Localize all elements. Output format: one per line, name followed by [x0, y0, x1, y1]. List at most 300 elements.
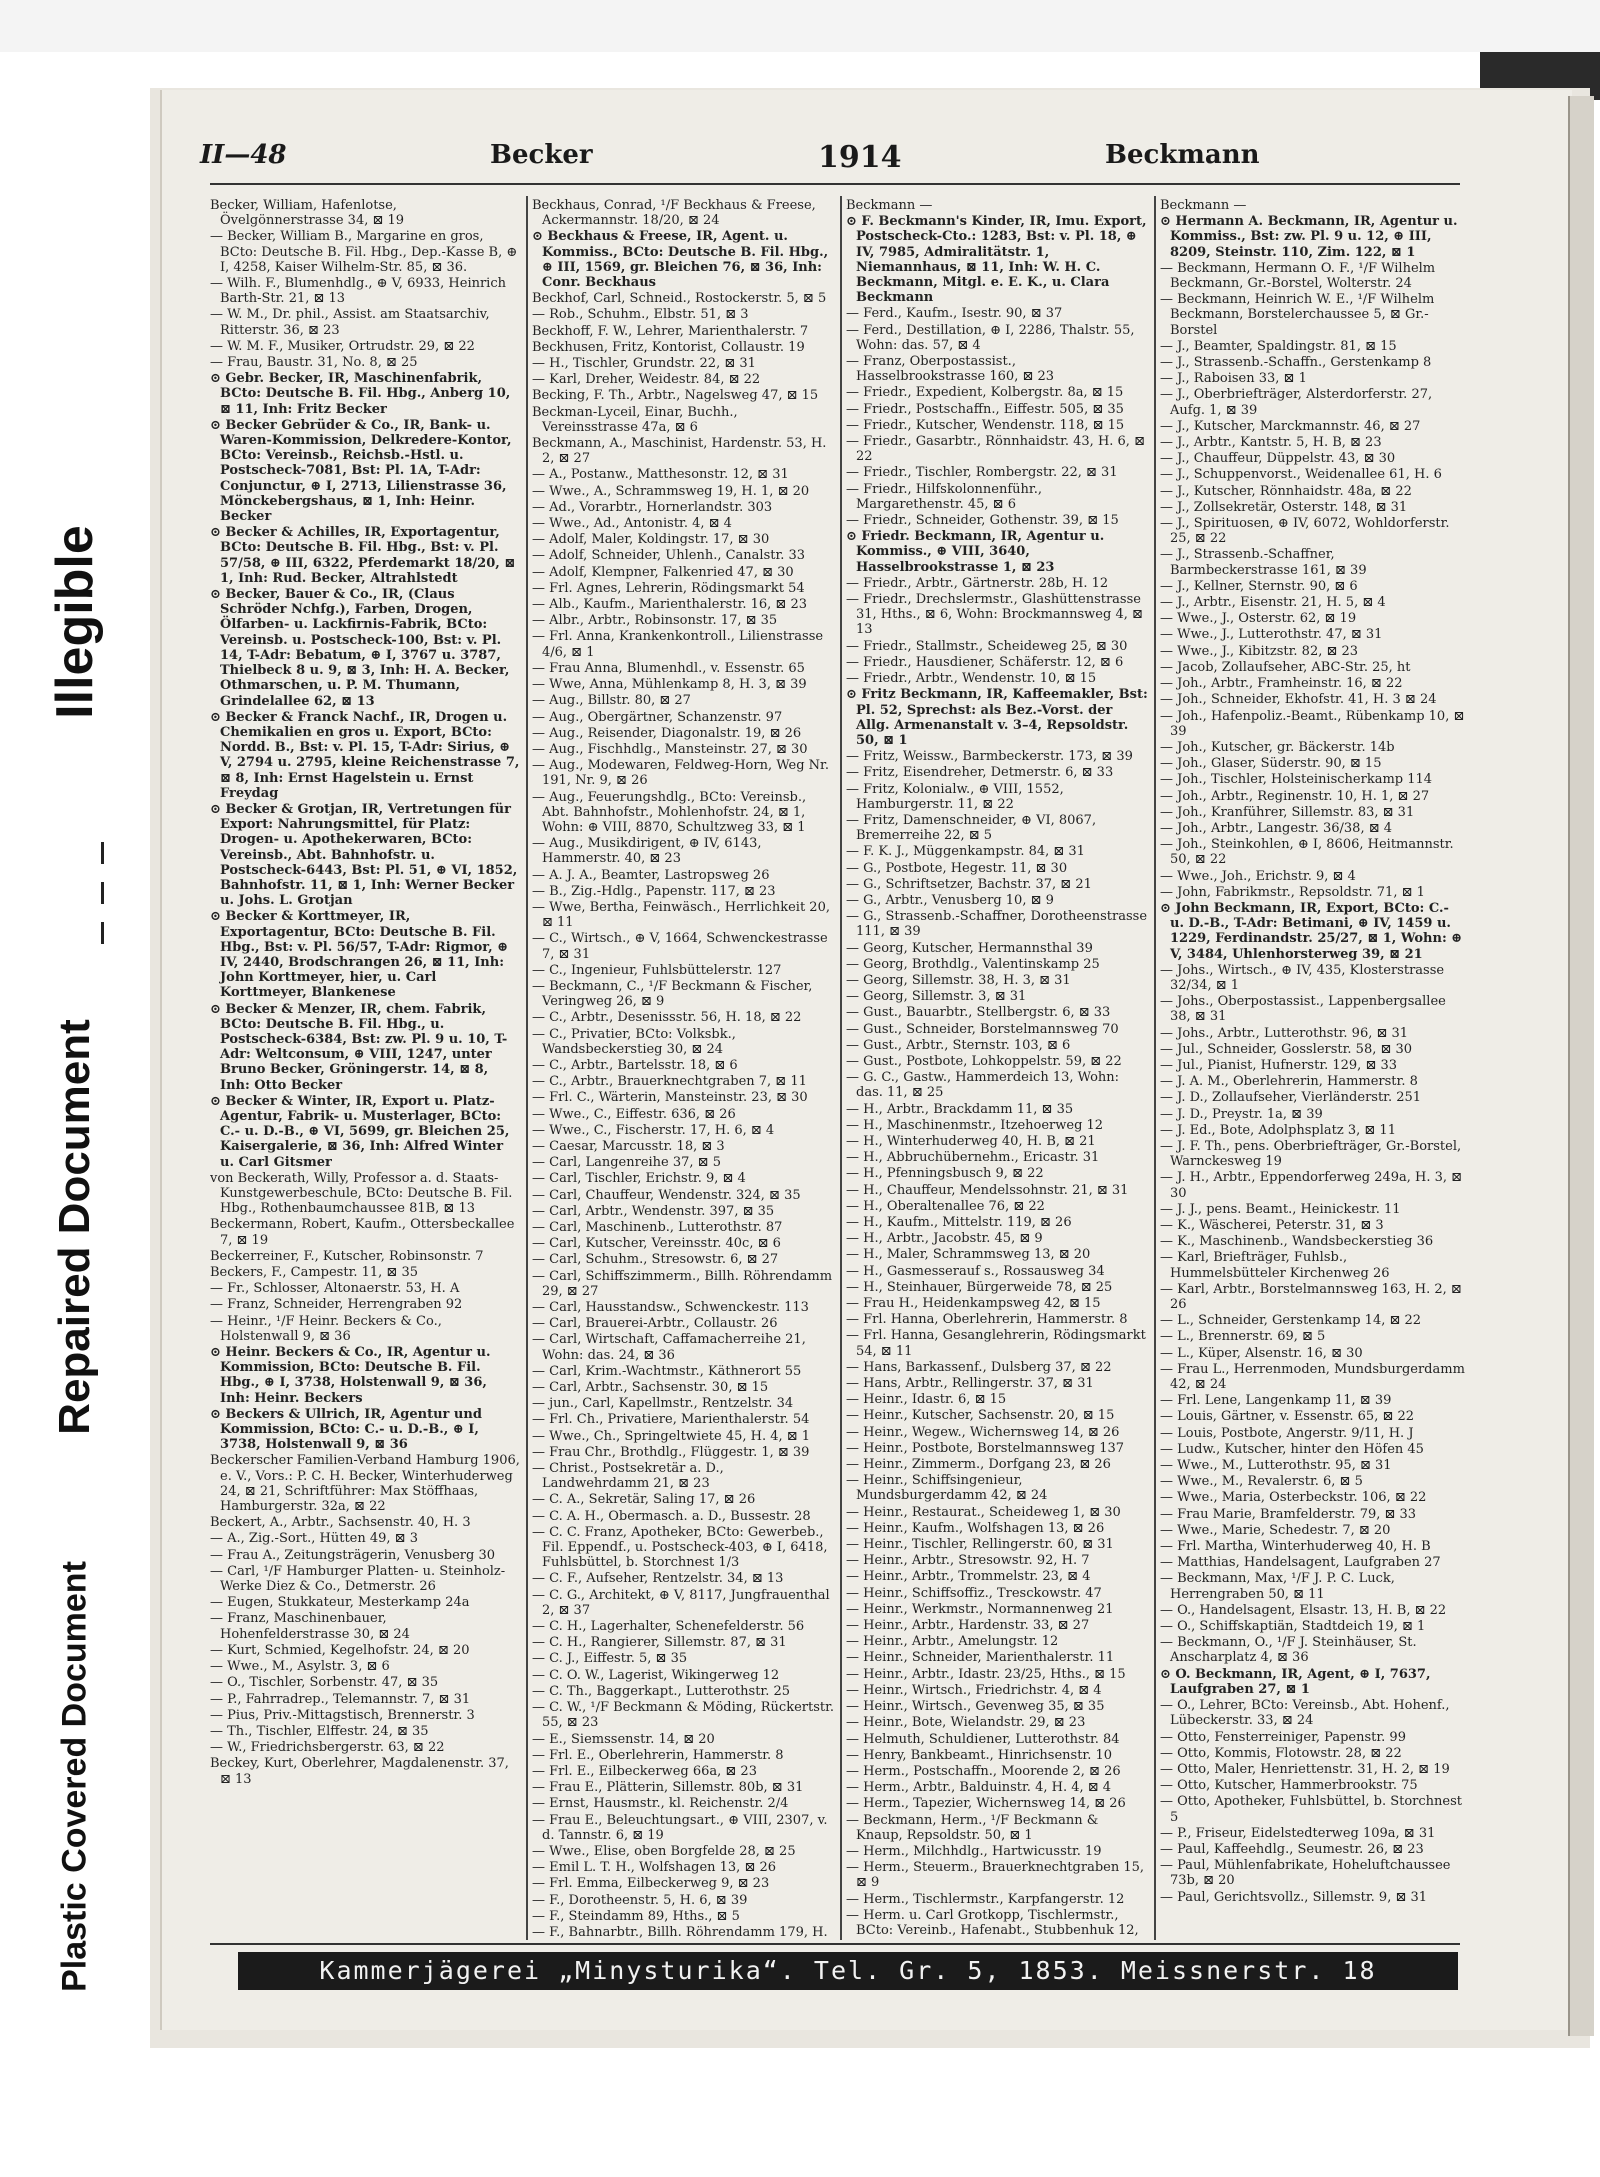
directory-entry: — Carl, Wirtschaft, Caffamacherreihe 21, Wohn: das. 24, ⊠ 36 [532, 1332, 806, 1363]
directory-entry: — C. C. Franz, Apotheker, BCto: Gewerbeb., Fil. Eppendf., u. Postscheck-403, ⊕ I, 6418, Fuhlsbüttel, b. Storchnest 1/3 [532, 1524, 828, 1571]
directory-entry: — Heinr., Arbtr., Amelungstr. 12 [846, 1634, 1059, 1650]
directory-entry: — Hans, Barkassenf., Dulsberg 37, ⊠ 22 [846, 1359, 1112, 1375]
directory-entry: — Fritz, Kolonialw., ⊕ VIII, 1552, Hamburgerstr. 11, ⊠ 22 [846, 781, 1064, 812]
sidebar-divider-tick [101, 922, 104, 944]
directory-entry: — Georg, Brothdlg., Valentinskamp 25 [846, 956, 1100, 972]
directory-entry: — J. D., Zollaufseher, Vierländerstr. 251 [1160, 1090, 1422, 1106]
directory-entry: — C. F., Aufseher, Rentzelstr. 34, ⊠ 13 [532, 1571, 784, 1587]
directory-entry: — Wilh. F., Blumenhdlg., ⊕ V, 6933, Heinrich Barth-Str. 21, ⊠ 13 [210, 276, 506, 307]
directory-entry: — C., Privatier, BCto: Volksbk., Wandsbeckerstieg 30, ⊠ 24 [532, 1026, 736, 1057]
directory-entry: — Heinr., Arbtr., Idastr. 23/25, Hths., ⊠ 15 [846, 1666, 1126, 1682]
directory-entry: — L., Schneider, Gerstenkamp 14, ⊠ 22 [1160, 1313, 1422, 1329]
directory-entry: — Adolf, Maler, Koldingstr. 17, ⊠ 30 [532, 532, 770, 548]
directory-entry: — J. Ed., Bote, Adolphsplatz 3, ⊠ 11 [1160, 1122, 1396, 1138]
directory-column-1 [210, 198, 520, 1938]
directory-entry: — Wwe, Bertha, Feinwäsch., Herrlichkeit 20, ⊠ 11 [532, 899, 830, 931]
directory-entry: — Frau Marie, Bramfelderstr. 79, ⊠ 33 [1160, 1506, 1417, 1522]
directory-entry: Becking, F. Th., Arbtr., Nagelsweg 47, ⊠ 15 [532, 388, 819, 404]
directory-entry: — K., Wäscherei, Peterstr. 31, ⊠ 3 [1160, 1218, 1384, 1233]
directory-entry: — Frau Chr., Brothdlg., Flüggestr. 1, ⊠ 39 [532, 1444, 810, 1460]
directory-entry: — Otto, Kutscher, Hammerbrookstr. 75 [1160, 1778, 1418, 1794]
directory-entry: — Albr., Arbtr., Robinsonstr. 17, ⊠ 35 [532, 613, 778, 629]
directory-entry: — C., Arbtr., Bartelsstr. 18, ⊠ 6 [532, 1057, 738, 1073]
directory-entry: Beckey, Kurt, Oberlehrer, Magdalenenstr. 37, ⊠ 13 [210, 1756, 509, 1787]
directory-entry: — Friedr., Arbtr., Gärtnerstr. 28b, H. 12 [846, 575, 1109, 591]
directory-entry: — Ferd., Destillation, ⊕ I, 2286, Thalstr. 55, Wohn: das. 57, ⊠ 4 [846, 322, 1135, 353]
directory-entry: — J. A. M., Oberlehrerin, Hammerstr. 8 [1160, 1074, 1418, 1090]
directory-entry: — Fritz, Weissw., Barmbeckerstr. 173, ⊠ 39 [846, 749, 1133, 765]
directory-entry: — E., Siemssenstr. 14, ⊠ 20 [532, 1731, 715, 1747]
directory-entry: — Christ., Postsekretär a. D., Landwehrdamm 21, ⊠ 23 [532, 1461, 724, 1492]
directory-entry: — H., Arbtr., Brackdamm 11, ⊠ 35 [846, 1101, 1074, 1117]
directory-column-4 [1160, 198, 1465, 1938]
directory-entry: — Carl, Schiffszimmerm., Billh. Röhrendamm 29, ⊠ 27 [532, 1268, 833, 1299]
firm-entry: ⊙ Becker & Winter, IR, Export u. Platz-Agentur, Fabrik- u. Musterlager, BCto: C.- u. D.-B., ⊕ VI, 5699, gr. Bleichen 25, Kaisergalerie, ⊠ 36, Inh: Alfred Winter u. Carl Gitsmer [210, 1093, 510, 1170]
directory-entry: — J., Spirituosen, ⊕ IV, 6072, Wohldorferstr. 25, ⊠ 22 [1160, 516, 1450, 547]
directory-entry: — Frl. Agnes, Lehrerin, Rödingsmarkt 54 [532, 580, 805, 596]
directory-entry: — Friedr., Arbtr., Wendenstr. 10, ⊠ 15 [846, 671, 1097, 687]
directory-entry: — Friedr., Hausdiener, Schäferstr. 12, ⊠ 6 [846, 654, 1124, 670]
directory-entry: — Georg, Kutscher, Hermannsthal 39 [846, 940, 1093, 956]
directory-entry: — Friedr., Tischler, Rombergstr. 22, ⊠ 31 [846, 465, 1118, 481]
directory-entry: — C. W., ¹/F Beckmann & Möding, Rückertstr. 55, ⊠ 23 [532, 1700, 834, 1731]
directory-entry: — Georg, Sillemstr. 38, H. 3, ⊠ 31 [846, 972, 1071, 988]
directory-entry: — Wwe., Marie, Schedestr. 7, ⊠ 20 [1160, 1522, 1391, 1538]
directory-entry: — Heinr., Schiffsoffiz., Tresckowstr. 47 [846, 1585, 1102, 1601]
directory-entry: — Carl, Arbtr., Wendenstr. 397, ⊠ 35 [532, 1203, 775, 1219]
directory-entry: — Beckmann, Hermann O. F., ¹/F Wilhelm Beckmann, Gr.-Borstel, Wolterstr. 24 [1160, 260, 1436, 292]
directory-entry: — Carl, Langenreihe 37, ⊠ 5 [532, 1155, 721, 1171]
directory-entry: — Joh., Hafenpoliz.-Beamt., Rübenkamp 10, ⊠ 39 [1160, 708, 1465, 739]
label-illegible: Illegible [46, 525, 104, 719]
directory-entry: — G. C., Gastw., Hammerdeich 13, Wohn: das. 11, ⊠ 25 [846, 1070, 1120, 1101]
directory-entry: — Joh., Kranführer, Sillemstr. 83, ⊠ 31 [1160, 804, 1415, 820]
firm-entry: ⊙ Becker Gebrüder & Co., IR, Bank- u. Waren-Kommission, Delkredere-Kontor, BCto: Vereinsb., Reichsb.-Hstl. u. Postscheck-7081, Bst: Pl. 1A, T-Adr: Conjunctur, ⊕ I, 2713, Lilienstrasse 36, Mönckebergshaus, ⊠ 1, Inh: Heinr. Becker [210, 417, 512, 525]
directory-entry: — C., Arbtr., Desenissstr. 56, H. 18, ⊠ 22 [532, 1010, 802, 1026]
directory-entry: — C. A. H., Obermasch. a. D., Bussestr. 28 [532, 1508, 811, 1524]
directory-entry: — J., Raboisen 33, ⊠ 1 [1160, 371, 1307, 387]
directory-entry: — Aug., Feuerungshdlg., BCto: Vereinsb., Abt. Bahnhofstr., Mohlenhofstr. 24, ⊠ 1, Wohn: ⊕ VIII, 8870, Schultzweg 33, ⊠ 1 [532, 789, 807, 835]
document-condition-sidebar [0, 52, 150, 2177]
directory-entry: — Frl. Anna, Krankenkontroll., Lilienstrasse 4/6, ⊠ 1 [532, 629, 824, 660]
directory-entry: — Fritz, Eisendreher, Detmerstr. 6, ⊠ 33 [846, 765, 1114, 781]
directory-entry: — Heinr., Schiffsingenieur, Mundsburgerdamm 42, ⊠ 24 [846, 1473, 1048, 1504]
directory-entry: — Henry, Bankbeamt., Hinrichsenstr. 10 [846, 1747, 1113, 1763]
directory-entry: — C. H., Rangierer, Sillemstr. 87, ⊠ 31 [532, 1635, 787, 1651]
directory-entry: — Friedr., Stallmstr., Scheideweg 25, ⊠ 30 [846, 638, 1128, 654]
directory-entry: — Louis, Postbote, Angerstr. 9/11, H. J [1160, 1425, 1414, 1441]
directory-entry: — jun., Carl, Kapellmstr., Rentzelstr. 34 [532, 1396, 794, 1412]
firm-entry: ⊙ Becker & Menzer, IR, chem. Fabrik, BCto: Deutsche B. Fil. Hbg., u. Postscheck-6384, Bst: zw. Pl. 9 u. 10, T-Adr: Weltconsum, ⊕ VIII, 1247, unter Bruno Becker, Gröningerstr. 14, ⊠ 8, Inh: Otto Becker [210, 1001, 508, 1093]
firm-entry: ⊙ Beckers & Ullrich, IR, Agentur und Kommission, BCto: C.- u. D.-B., ⊕ I, 3738, Holstenwall 9, ⊠ 36 [210, 1406, 482, 1453]
directory-entry: — F. K. J., Müggenkampstr. 84, ⊠ 31 [846, 844, 1085, 860]
directory-entry: — J., Arbtr., Kantstr. 5, H. B, ⊠ 23 [1160, 435, 1382, 451]
directory-entry: — Carl, Hausstandsw., Schwenckestr. 113 [532, 1300, 809, 1316]
directory-entry: — Otto, Fensterreiniger, Papenstr. 99 [1160, 1729, 1406, 1745]
directory-entry: — Adolf, Klempner, Falkenried 47, ⊠ 30 [532, 564, 794, 580]
directory-entry: — Wwe., C., Eiffestr. 636, ⊠ 26 [532, 1106, 736, 1122]
page-number: II—48 [200, 140, 287, 170]
directory-entry: — Heinr., Zimmerm., Dorfgang 23, ⊠ 26 [846, 1457, 1111, 1473]
directory-entry: — Heinr., Arbtr., Stresowstr. 92, H. 7 [846, 1553, 1090, 1569]
directory-entry: — J., Kutscher, Marckmannstr. 46, ⊠ 27 [1160, 418, 1421, 434]
directory-entry: — Fr., Schlosser, Altonaerstr. 53, H. A [210, 1281, 460, 1297]
directory-entry: — Aug., Modewaren, Feldweg-Horn, Weg Nr. 191, Nr. 9, ⊠ 26 [532, 758, 829, 789]
directory-entry: — W., Friedrichsbergerstr. 63, ⊠ 22 [210, 1740, 445, 1756]
directory-entry: — Heinr., Wegew., Wichernsweg 14, ⊠ 26 [846, 1424, 1120, 1440]
directory-entry: — A., Zig.-Sort., Hütten 49, ⊠ 3 [210, 1531, 418, 1547]
directory-entry: — Joh., Steinkohlen, ⊕ I, 8606, Heitmannstr. 50, ⊠ 22 [1160, 837, 1454, 868]
directory-entry: — Matthias, Handelsagent, Laufgraben 27 [1160, 1555, 1441, 1571]
label-plastic-covered-document: Plastic Covered Document [55, 1561, 94, 1992]
directory-entry: — Becker, William B., Margarine en gros, BCto: Deutsche B. Fil. Hbg., Dep.-Kasse B, ⊕ I, 4258, Kaiser Wilhelm-Str. 85, ⊠ 36. [210, 229, 518, 275]
directory-entry: — Jacob, Zollaufseher, ABC-Str. 25, ht [1160, 659, 1411, 675]
page-binding-edge [1568, 96, 1594, 2036]
directory-entry: — Beckmann, Heinrich W. E., ¹/F Wilhelm Beckmann, Borstelerchaussee 5, ⊠ Gr.-Borstel [1160, 292, 1435, 338]
directory-entry: — P., Fahrradrep., Telemannstr. 7, ⊠ 31 [210, 1691, 471, 1707]
firm-entry: ⊙ Heinr. Beckers & Co., IR, Agentur u. Kommission, BCto: Deutsche B. Fil. Hbg., ⊕ I, 3738, Holstenwall 9, ⊠ 36, Inh: Heinr. Beckers [210, 1345, 491, 1406]
directory-entry: — Heinr., Werkmstr., Normannenweg 21 [846, 1601, 1114, 1617]
directory-entry: — Wwe., M., Asylstr. 3, ⊠ 6 [210, 1659, 390, 1675]
directory-entry: — Joh., Schneider, Ekhofstr. 41, H. 3 ⊠ 24 [1160, 692, 1437, 708]
directory-entry: — Herm. u. Carl Grotkopp, Tischlermstr., BCto: Vereinb., Hafenabt., Stubbenhuk 12, [846, 1907, 1139, 1938]
firm-entry: ⊙ Hermann A. Beckmann, IR, Agentur u. Kommiss., Bst: zw. Pl. 9 u. 12, ⊕ III, 8209, Steinstr. 110, Zim. 122, ⊠ 1 [1160, 214, 1458, 260]
directory-entry: — Karl, Briefträger, Fuhlsb., Hummelsbütteler Kirchenweg 26 [1160, 1250, 1390, 1281]
directory-entry: — Herm., Steuerm., Brauerknechtgraben 15, ⊠ 9 [846, 1860, 1145, 1891]
directory-entry: — Pius, Priv.-Mittagstisch, Brennerstr. 3 [210, 1707, 475, 1723]
directory-entry: — Frau E., Plätterin, Sillemstr. 80b, ⊠ 31 [532, 1780, 804, 1796]
directory-entry: — Herm., Postschaffn., Moorende 2, ⊠ 26 [846, 1763, 1121, 1779]
directory-entry: — Joh., Glaser, Süderstr. 90, ⊠ 15 [1160, 756, 1382, 772]
directory-entry: — H., Maschinenmstr., Itzehoerweg 12 [846, 1117, 1104, 1133]
footer-advertisement: Kammerjägerei „Minysturika“. Tel. Gr. 5, 1853. Meissnerstr. 18 [238, 1952, 1458, 1990]
directory-entry: — Aug., Fischhdlg., Mansteinstr. 27, ⊠ 30 [532, 741, 808, 757]
directory-entry: — Friedr., Schneider, Gothenstr. 39, ⊠ 15 [846, 513, 1119, 529]
directory-entry: — Th., Tischler, Elffestr. 24, ⊠ 35 [210, 1723, 429, 1739]
directory-entry: — L., Brennerstr. 69, ⊠ 5 [1160, 1329, 1326, 1345]
directory-entry: — J., Chauffeur, Düppelstr. 43, ⊠ 30 [1160, 451, 1396, 467]
directory-entry: — C. Th., Baggerkapt., Lutterothstr. 25 [532, 1683, 791, 1699]
directory-entry: — Wwe., M., Revalerstr. 6, ⊠ 5 [1160, 1474, 1363, 1490]
directory-entry: — Aug., Musikdirigent, ⊕ IV, 6143, Hammerstr. 40, ⊠ 23 [532, 836, 762, 867]
directory-entry: — Heinr., Restaurat., Scheideweg 1, ⊠ 30 [846, 1504, 1121, 1520]
directory-entry: — Frau A., Zeitungsträgerin, Venusberg 30 [210, 1547, 495, 1563]
directory-entry: — J., Arbtr., Eisenstr. 21, H. 5, ⊠ 4 [1160, 595, 1386, 611]
directory-entry: — Karl, Arbtr., Borstelmannsweg 163, H. 2, ⊠ 26 [1160, 1281, 1462, 1313]
directory-entry: — H., Arbtr., Jacobstr. 45, ⊠ 9 [846, 1231, 1043, 1247]
directory-entry: — Joh., Arbtr., Langestr. 36/38, ⊠ 4 [1160, 820, 1393, 836]
firm-entry: ⊙ O. Beckmann, IR, Agent, ⊕ I, 7637, Laufgraben 27, ⊠ 1 [1160, 1666, 1431, 1697]
directory-entry: — J. D., Preystr. 1a, ⊠ 39 [1160, 1106, 1323, 1122]
directory-entry: — Friedr., Kutscher, Wendenstr. 118, ⊠ 15 [846, 417, 1125, 433]
column-divider [526, 196, 528, 1940]
directory-entry: — Johs., Arbtr., Lutterothstr. 96, ⊠ 31 [1160, 1025, 1409, 1041]
directory-entry: — Heinr., Wirtsch., Friedrichstr. 4, ⊠ 4 [846, 1682, 1102, 1698]
directory-entry: — Carl, ¹/F Hamburger Platten- u. Steinholz-Werke Diez & Co., Detmerstr. 26 [210, 1563, 506, 1595]
directory-entry: — Paul, Kaffeehdlg., Seumestr. 26, ⊠ 23 [1160, 1841, 1424, 1857]
directory-entry: — Alb., Kaufm., Marienthalerstr. 16, ⊠ 23 [532, 597, 807, 613]
directory-entry: — Eugen, Stukkateur, Mesterkamp 24a [210, 1595, 470, 1611]
directory-entry: — Carl, Schuhm., Stresowstr. 6, ⊠ 27 [532, 1252, 779, 1268]
directory-entry: — J. H., Arbtr., Eppendorferweg 249a, H. 3, ⊠ 30 [1160, 1170, 1463, 1201]
directory-entry: — Aug., Reisender, Diagonalstr. 19, ⊠ 26 [532, 725, 802, 741]
directory-entry: — Fritz, Damenschneider, ⊕ VI, 8067, Bremerreihe 22, ⊠ 5 [846, 812, 1097, 844]
column-divider [840, 196, 842, 1940]
firm-entry: ⊙ Friedr. Beckmann, IR, Agentur u. Kommiss., ⊕ VIII, 3640, Hasselbrookstrasse 1, ⊠ 23 [846, 529, 1105, 575]
directory-entry: — F., Steindamm 89, Hths., ⊠ 5 [532, 1908, 740, 1924]
firm-entry: ⊙ Fritz Beckmann, IR, Kaffeemakler, Bst: Pl. 52, Sprechst: als Bez.-Vorst. der Allg. Armenanstalt v. 3–4, Repsoldstr. 50, ⊠ 1 [846, 687, 1148, 748]
footer-rule [210, 1943, 1460, 1945]
directory-entry: — Jul., Pianist, Hufnerstr. 129, ⊠ 33 [1160, 1057, 1398, 1073]
directory-entry: — Franz, Schneider, Herrengraben 92 [210, 1297, 463, 1313]
directory-entry: — Frl. Lene, Langenkamp 11, ⊠ 39 [1160, 1393, 1392, 1409]
firm-entry: ⊙ Gebr. Becker, IR, Maschinenfabrik, BCto: Deutsche B. Fil. Hbg., Anberg 10, ⊠ 11, Inh: Fritz Becker [210, 371, 511, 417]
directory-entry: — Wwe., Joh., Erichstr. 9, ⊠ 4 [1160, 868, 1356, 884]
directory-entry: — Wwe., Ad., Antonistr. 4, ⊠ 4 [532, 516, 732, 532]
firm-entry: ⊙ Becker & Franck Nachf., IR, Drogen u. Chemikalien en gros u. Export, BCto: Nordd. B., Bst: v. Pl. 15, T-Adr: Sirius, ⊕ V, 2794 u. 2795, kleine Reichenstrasse 7, ⊠ 8, Inh: Ernst Hagelstein u. Ernst Freydag [210, 709, 520, 801]
directory-entry: — C. J., Eiffestr. 5, ⊠ 35 [532, 1651, 688, 1667]
firm-entry: ⊙ Becker & Korttmeyer, IR, Exportagentur, BCto: Deutsche B. Fil. Hbg., Bst: v. Pl. 56/57, T-Adr: Rigmor, ⊕ IV, 2440, Brodschrangen 26, ⊠ 11, Inh: John Korttmeyer, hier, u. Carl Korttmeyer, Blankenese [210, 909, 509, 1001]
directory-entry: — Wwe., C., Fischerstr. 17, H. 6, ⊠ 4 [532, 1122, 775, 1138]
directory-entry: — Heinr., Bote, Wielandstr. 29, ⊠ 23 [846, 1715, 1086, 1731]
running-header [200, 140, 1430, 174]
directory-entry: Beckman-Lyceil, Einar, Buchh., Vereinsstrasse 47a, ⊠ 6 [532, 404, 738, 435]
directory-entry: — J., Beamter, Spaldingstr. 81, ⊠ 15 [1160, 338, 1397, 354]
header-first-name: Becker [490, 140, 593, 170]
firm-entry: ⊙ F. Beckmann's Kinder, IR, Imu. Export, Postscheck-Cto.: 1283, Bst: v. Pl. 18, ⊕ IV, 7985, Admiralitätstr. 1, Niemannhaus, ⊠ 11, Inh: W. H. C. Beckmann, Mitgl. e. E. K., u. Clara Beckmann [846, 214, 1147, 306]
directory-entry: Beckmann, A., Maschinist, Hardenstr. 53, H. 2, ⊠ 27 [532, 436, 827, 467]
directory-entry: — A., Postanw., Matthesonstr. 12, ⊠ 31 [532, 467, 789, 483]
directory-entry: — Jul., Schneider, Gosslerstr. 58, ⊠ 30 [1160, 1041, 1413, 1057]
directory-entry: — H., Gasmesserauf s., Rossausweg 34 [846, 1263, 1105, 1279]
directory-entry: — Beckmann, Max, ¹/F J. P. C. Luck, Herrengraben 50, ⊠ 11 [1160, 1571, 1395, 1602]
directory-entry: Beckhof, Carl, Schneid., Rostockerstr. 5, ⊠ 5 [532, 291, 827, 307]
directory-entry: — Frau H., Heidenkampsweg 42, ⊠ 15 [846, 1296, 1101, 1312]
directory-entry: Beckhaus, Conrad, ¹/F Beckhaus & Freese, Ackermannstr. 18/20, ⊠ 24 [532, 198, 816, 229]
firm-entry: ⊙ Becker, Bauer & Co., IR, (Claus Schröder Nchfg.), Farben, Drogen, Ölfarben- u. Lackfirnis-Fabrik, BCto: Vereinsb. u. Postscheck-100, Bst: v. Pl. 14, T-Adr: Bebatum, ⊕ I, 3767 u. 3787, Thielbeck 8 u. 9, ⊠ 3, Inh: H. A. Becker, Othmarschen, u. P. M. Thumann, Grindelallee 62, ⊠ 13 [210, 587, 510, 709]
directory-entry: — J. F. Th., pens. Oberbriefträger, Gr.-Borstel, Warnckesweg 19 [1160, 1138, 1462, 1170]
directory-entry: — Frl. Martha, Winterhuderweg 40, H. B [1160, 1539, 1431, 1555]
directory-entry: — Herm., Tapezier, Wichernsweg 14, ⊠ 26 [846, 1796, 1126, 1812]
directory-entry: — Emil L. T. H., Wolfshagen 13, ⊠ 26 [532, 1860, 777, 1876]
directory-entry: — Paul, Mühlenfabrikate, Hoheluftchaussee 73b, ⊠ 20 [1160, 1858, 1451, 1889]
directory-entry: — H., Kaufm., Mittelstr. 119, ⊠ 26 [846, 1215, 1072, 1230]
directory-entry: — H., Abbruchübernehm., Ericastr. 31 [846, 1150, 1100, 1166]
directory-entry: — Carl, Krim.-Wachtmstr., Käthnerort 55 [532, 1363, 802, 1379]
directory-entry: — Gust., Postbote, Lohkoppelstr. 59, ⊠ 22 [846, 1053, 1122, 1069]
directory-entry: Beckhoff, F. W., Lehrer, Marienthalerstr. 7 [532, 323, 809, 339]
directory-entry: Beckers, F., Campestr. 11, ⊠ 35 [210, 1265, 418, 1281]
directory-entry: — Heinr., Schneider, Marienthalerstr. 11 [846, 1650, 1115, 1666]
directory-entry: — Herm., Tischlermstr., Karpfangerstr. 12 [846, 1891, 1125, 1907]
directory-entry: — Wwe., Ch., Springeltwiete 45, H. 4, ⊠ 1 [532, 1428, 811, 1444]
header-rule [210, 183, 1460, 185]
sidebar-divider-tick [101, 842, 104, 864]
directory-entry: — C. H., Lagerhalter, Schenefelderstr. 56 [532, 1619, 805, 1635]
firm-entry: ⊙ Becker & Grotjan, IR, Vertretungen für Export: Nahrungsmittel, für Platz: Drogen- u. Apothekerwaren, BCto: Vereinsb., Abt. Bahnhofstr. u. Postscheck-6443, Bst: Pl. 51, ⊕ VI, 1852, Bahnhofstr. 11, ⊠ 1, Inh: Werner Becker u. Johs. L. Grotjan [210, 801, 518, 909]
directory-entry: — P., Friseur, Eidelstedterweg 109a, ⊠ 31 [1160, 1825, 1436, 1841]
directory-entry: — Carl, Tischler, Erichstr. 9, ⊠ 4 [532, 1171, 746, 1187]
directory-entry: — H., Pfenningsbusch 9, ⊠ 22 [846, 1166, 1044, 1182]
directory-entry: — C. O. W., Lagerist, Wikingerweg 12 [532, 1667, 780, 1683]
directory-entry: — Gust., Schneider, Borstelmannsweg 70 [846, 1021, 1119, 1037]
directory-entry: — Franz, Oberpostassist., Hasselbrookstrasse 160, ⊠ 23 [846, 354, 1055, 385]
directory-entry: — F., Dorotheenstr. 5, H. 6, ⊠ 39 [532, 1892, 748, 1908]
directory-entry: — W. M. F., Musiker, Ortrudstr. 29, ⊠ 22 [210, 338, 475, 354]
directory-column-3 [846, 198, 1148, 1938]
directory-entry: Beckerreiner, F., Kutscher, Robinsonstr. 7 [210, 1248, 484, 1264]
directory-entry: — Louis, Gärtner, v. Essenstr. 65, ⊠ 22 [1160, 1409, 1415, 1425]
directory-entry: — Friedr., Drechslermstr., Glashüttenstrasse 31, Hths., ⊠ 6, Wohn: Brockmannsweg 4, ⊠ 13 [846, 592, 1143, 638]
directory-entry: — Aug., Billstr. 80, ⊠ 27 [532, 693, 691, 709]
directory-entry: — Herm., Arbtr., Balduinstr. 4, H. 4, ⊠ 4 [846, 1780, 1112, 1796]
directory-entry: — Wwe., A., Schrammsweg 19, H. 1, ⊠ 20 [532, 483, 810, 499]
directory-entry: — Ferd., Kaufm., Isestr. 90, ⊠ 37 [846, 306, 1063, 322]
directory-entry: — Heinr., ¹/F Heinr. Beckers & Co., Holstenwall 9, ⊠ 36 [210, 1313, 442, 1344]
directory-entry: — O., Schiffskaptiän, Stadtdeich 19, ⊠ 1 [1160, 1619, 1426, 1635]
directory-entry: Beckerscher Familien-Verband Hamburg 1906, e. V., Vors.: P. C. H. Becker, Winterhuderweg 24, ⊠ 21, Schriftführer: Max Stöffhaas, Hamburgerstr. 32a, ⊠ 22 [210, 1453, 520, 1515]
directory-entry: Becker, William, Hafenlotse, Övelgönnerstrasse 34, ⊠ 19 [210, 198, 405, 229]
directory-entry: — Caesar, Marcusstr. 18, ⊠ 3 [532, 1138, 725, 1154]
directory-entry: — Frl. Ch., Privatiere, Marienthalerstr. 54 [532, 1412, 810, 1428]
directory-entry: — O., Tischler, Sorbenstr. 47, ⊠ 35 [210, 1675, 439, 1691]
top-margin [0, 0, 1600, 52]
directory-entry: — H., Oberaltenallee 76, ⊠ 22 [846, 1198, 1045, 1214]
directory-entry: — J., Kutscher, Rönnhaidstr. 48a, ⊠ 22 [1160, 483, 1412, 499]
directory-entry: — Frl. Emma, Eilbeckerweg 9, ⊠ 23 [532, 1876, 770, 1892]
directory-entry: — C. A., Sekretär, Saling 17, ⊠ 26 [532, 1492, 756, 1508]
directory-entry: — Joh., Kutscher, gr. Bäckerstr. 14b [1160, 739, 1395, 755]
directory-entry: — C., Ingenieur, Fuhlsbüttelerstr. 127 [532, 962, 782, 978]
directory-entry: — W. M., Dr. phil., Assist. am Staatsarchiv, Ritterstr. 36, ⊠ 23 [210, 307, 490, 338]
directory-entry: — J., Strassenb.-Schaffner, Barmbeckerstrasse 161, ⊠ 39 [1160, 547, 1367, 578]
directory-column-2 [532, 198, 834, 1938]
directory-entry: — H., Winterhuderweg 40, H. B, ⊠ 21 [846, 1133, 1096, 1149]
firm-entry: ⊙ Beckhaus & Freese, IR, Agent. u. Kommiss., BCto: Deutsche B. Fil. Hbg., ⊕ III, 1569, gr. Bleichen 76, ⊠ 36, Inh: Conr. Beckhaus [532, 229, 829, 291]
directory-entry: — Ernst, Hausmstr., kl. Reichenstr. 2/4 [532, 1796, 789, 1812]
directory-entry: — Wwe., J., Kibitzstr. 82, ⊠ 23 [1160, 643, 1359, 659]
directory-entry: — Heinr., Arbtr., Trommelstr. 23, ⊠ 4 [846, 1569, 1091, 1585]
directory-entry: — Wwe., Maria, Osterbeckstr. 106, ⊠ 22 [1160, 1490, 1427, 1506]
directory-entry: — Gust., Bauarbtr., Stellbergstr. 6, ⊠ 33 [846, 1005, 1111, 1021]
directory-entry: — Aug., Obergärtner, Schanzenstr. 97 [532, 709, 783, 725]
directory-entry: — Otto, Kommis, Flotowstr. 28, ⊠ 22 [1160, 1745, 1402, 1761]
directory-entry: Beckert, A., Arbtr., Sachsenstr. 40, H. 3 [210, 1515, 471, 1531]
directory-entry: — Frau, Baustr. 31, No. 8, ⊠ 25 [210, 355, 418, 371]
directory-entry: — G., Schriftsetzer, Bachstr. 37, ⊠ 21 [846, 876, 1092, 892]
directory-entry: — Frl. E., Oberlehrerin, Hammerstr. 8 [532, 1747, 784, 1763]
directory-entry: — Herm., Milchhdlg., Hartwicusstr. 19 [846, 1843, 1102, 1859]
directory-entry: — Otto, Maler, Henriettenstr. 31, H. 2, ⊠ 19 [1160, 1761, 1450, 1777]
directory-entry: — J., Strassenb.-Schaffn., Gerstenkamp 8 [1160, 355, 1432, 371]
directory-entry: — Johs., Wirtsch., ⊕ IV, 435, Klosterstrasse 32/34, ⊠ 1 [1160, 962, 1445, 993]
directory-entry: — Helmuth, Schuldiener, Lutterothstr. 84 [846, 1731, 1120, 1747]
directory-entry: — Franz, Maschinenbauer, Hohenfelderstrasse 30, ⊠ 24 [210, 1611, 410, 1642]
directory-entry: — Paul, Gerichtsvollz., Sillemstr. 9, ⊠ 31 [1160, 1889, 1428, 1905]
directory-entry: — Frau Anna, Blumenhdl., v. Essenstr. 65 [532, 660, 805, 676]
directory-entry: Beckmann — [1160, 198, 1247, 213]
directory-entry: — Friedr., Hilfskolonnenführ., Margarethenstr. 45, ⊠ 6 [846, 481, 1042, 512]
directory-entry: — Wwe., M., Lutterothstr. 95, ⊠ 31 [1160, 1458, 1392, 1474]
directory-entry: — G., Arbtr., Venusberg 10, ⊠ 9 [846, 892, 1054, 908]
directory-entry: — O., Handelsagent, Elsastr. 13, H. B, ⊠ 22 [1160, 1602, 1447, 1618]
header-last-name: Beckmann [1105, 140, 1260, 170]
directory-entry: — H., Maler, Schrammsweg 13, ⊠ 20 [846, 1247, 1091, 1263]
firm-entry: ⊙ John Beckmann, IR, Export, BCto: C.- u. D.-B., T-Adr: Betimani, ⊕ IV, 1459 u. 1229, Ferdinandstr. 25/27, ⊠ 1, Wohn: ⊕ V, 3484, Uhlenhorsterweg 39, ⊠ 21 [1160, 900, 1463, 962]
directory-entry: — Frl. C., Wärterin, Mansteinstr. 23, ⊠ 30 [532, 1090, 808, 1106]
directory-entry: — C. G., Architekt, ⊕ V, 8117, Jungfrauenthal 2, ⊠ 37 [532, 1587, 830, 1618]
directory-entry: — O., Lehrer, BCto: Vereinsb., Abt. Hohenf., Lübeckerstr. 33, ⊠ 24 [1160, 1698, 1450, 1729]
directory-entry: — F., Bahnarbtr., Billh. Röhrendamm 179, H. [532, 1924, 828, 1938]
directory-entry: — Joh., Tischler, Holsteinischerkamp 114 [1160, 772, 1433, 788]
directory-entry: — C., Wirtsch., ⊕ V, 1664, Schwenckestrasse 7, ⊠ 31 [532, 931, 828, 962]
directory-entry: — Frl. Hanna, Gesanglehrerin, Rödingsmarkt 54, ⊠ 11 [846, 1328, 1146, 1359]
sidebar-divider-tick [101, 882, 104, 904]
directory-entry: — Johs., Oberpostassist., Lappenbergsallee 38, ⊠ 31 [1160, 994, 1446, 1025]
directory-entry: — Ad., Vorarbtr., Hornerlandstr. 303 [532, 499, 773, 515]
directory-entry: Beckmann — [846, 198, 933, 213]
directory-entry: — Heinr., Arbtr., Hardenstr. 33, ⊠ 27 [846, 1618, 1090, 1634]
directory-entry: — Beckmann, C., ¹/F Beckmann & Fischer, Veringweg 26, ⊠ 9 [532, 978, 813, 1010]
directory-entry: — Wwe., J., Osterstr. 62, ⊠ 19 [1160, 611, 1357, 627]
directory-entry: — Heinr., Postbote, Borstelmannsweg 137 [846, 1440, 1125, 1456]
directory-entry: — J., Schuppenvorst., Weidenallee 61, H. 6 [1160, 467, 1442, 483]
directory-entry: — John, Fabrikmstr., Repsoldstr. 71, ⊠ 1 [1160, 884, 1425, 900]
directory-entry: — Heinr., Idastr. 6, ⊠ 15 [846, 1392, 1007, 1408]
directory-entry: — H., Tischler, Grundstr. 22, ⊠ 31 [532, 356, 756, 372]
directory-entry: — Wwe., Elise, oben Borgfelde 28, ⊠ 25 [532, 1843, 796, 1859]
directory-entry: — Rob., Schuhm., Elbstr. 51, ⊠ 3 [532, 307, 749, 323]
directory-entry: Beckhusen, Fritz, Kontorist, Collaustr. 19 [532, 339, 805, 355]
directory-entry: — Ludw., Kutscher, hinter den Höfen 45 [1160, 1441, 1424, 1457]
directory-entry: — Friedr., Gasarbtr., Rönnhaidstr. 43, H. 6, ⊠ 22 [846, 434, 1145, 465]
directory-entry: — Hans, Arbtr., Rellingerstr. 37, ⊠ 31 [846, 1376, 1094, 1392]
directory-entry: — H., Steinhauer, Bürgerweide 78, ⊠ 25 [846, 1279, 1113, 1295]
directory-entry: — Carl, Arbtr., Sachsenstr. 30, ⊠ 15 [532, 1380, 769, 1396]
directory-entry: — Wwe, Anna, Mühlenkamp 8, H. 3, ⊠ 39 [532, 677, 807, 693]
directory-entry: — Joh., Arbtr., Framheinstr. 16, ⊠ 22 [1160, 676, 1403, 692]
directory-entry: — Carl, Maschinenb., Lutterothstr. 87 [532, 1220, 783, 1235]
directory-entry: — Frau L., Herrenmoden, Mundsburgerdamm 42, ⊠ 24 [1160, 1361, 1465, 1393]
directory-entry: — J. J., pens. Beamt., Heinickestr. 11 [1160, 1201, 1401, 1217]
directory-entry: — J., Zollsekretär, Osterstr. 148, ⊠ 31 [1160, 499, 1408, 515]
directory-entry: von Beckerath, Willy, Professor a. d. Staats-Kunstgewerbeschule, BCto: Deutsche B. Fil. Hbg., Rothenbaumchaussee 81B, ⊠ 13 [210, 1170, 513, 1217]
directory-entry: — Kurt, Schmied, Kegelhofstr. 24, ⊠ 20 [210, 1642, 470, 1658]
directory-entry: — B., Zig.-Hdlg., Papenstr. 117, ⊠ 23 [532, 883, 776, 899]
directory-entry: — Otto, Apotheker, Fuhlsbüttel, b. Storchnest 5 [1160, 1794, 1463, 1825]
directory-entry: — Adolf, Schneider, Uhlenh., Canalstr. 33 [532, 548, 806, 564]
firm-entry: ⊙ Becker & Achilles, IR, Exportagentur, BCto: Deutsche B. Fil. Hbg., Bst: v. Pl. 57/58, ⊕ III, 6322, Pferdemarkt 18/20, ⊠ 1, Inh: Rud. Becker, Altrahlstedt [210, 525, 516, 586]
directory-entry: — Georg, Sillemstr. 3, ⊠ 31 [846, 989, 1027, 1005]
directory-entry: — K., Maschinenb., Wandsbeckerstieg 36 [1160, 1234, 1434, 1250]
directory-entry: — H., Chauffeur, Mendelssohnstr. 21, ⊠ 31 [846, 1182, 1129, 1198]
label-repaired-document: Repaired Document [50, 1019, 99, 1435]
directory-entry: — A. J. A., Beamter, Lastropsweg 26 [532, 867, 770, 883]
directory-entry: — Carl, Kutscher, Vereinsstr. 40c, ⊠ 6 [532, 1236, 781, 1252]
directory-entry: — Carl, Chauffeur, Wendenstr. 324, ⊠ 35 [532, 1187, 801, 1203]
directory-entry: — Karl, Dreher, Weidestr. 84, ⊠ 22 [532, 372, 761, 388]
directory-entry: — Friedr., Expedient, Kolbergstr. 8a, ⊠ 15 [846, 385, 1124, 401]
directory-entry: — Beckmann, O., ¹/F J. Steinhäuser, St. Anscharplatz 4, ⊠ 36 [1160, 1635, 1417, 1666]
directory-entry: — C., Arbtr., Brauerknechtgraben 7, ⊠ 11 [532, 1074, 807, 1090]
directory-entry: — G., Postbote, Hegestr. 11, ⊠ 30 [846, 860, 1068, 876]
directory-entry: — Heinr., Wirtsch., Gevenweg 35, ⊠ 35 [846, 1699, 1105, 1715]
directory-entry: Beckermann, Robert, Kaufm., Ottersbeckallee 7, ⊠ 19 [210, 1217, 515, 1248]
directory-entry: — G., Strassenb.-Schaffner, Dorotheenstrasse 111, ⊠ 39 [846, 909, 1148, 940]
column-divider [1154, 196, 1156, 1940]
directory-entry: — Frl. Hanna, Oberlehrerin, Hammerstr. 8 [846, 1312, 1128, 1328]
directory-entry: — Frau E., Beleuchtungsart., ⊕ VIII, 2307, v. d. Tannstr. 6, ⊠ 19 [532, 1812, 828, 1843]
